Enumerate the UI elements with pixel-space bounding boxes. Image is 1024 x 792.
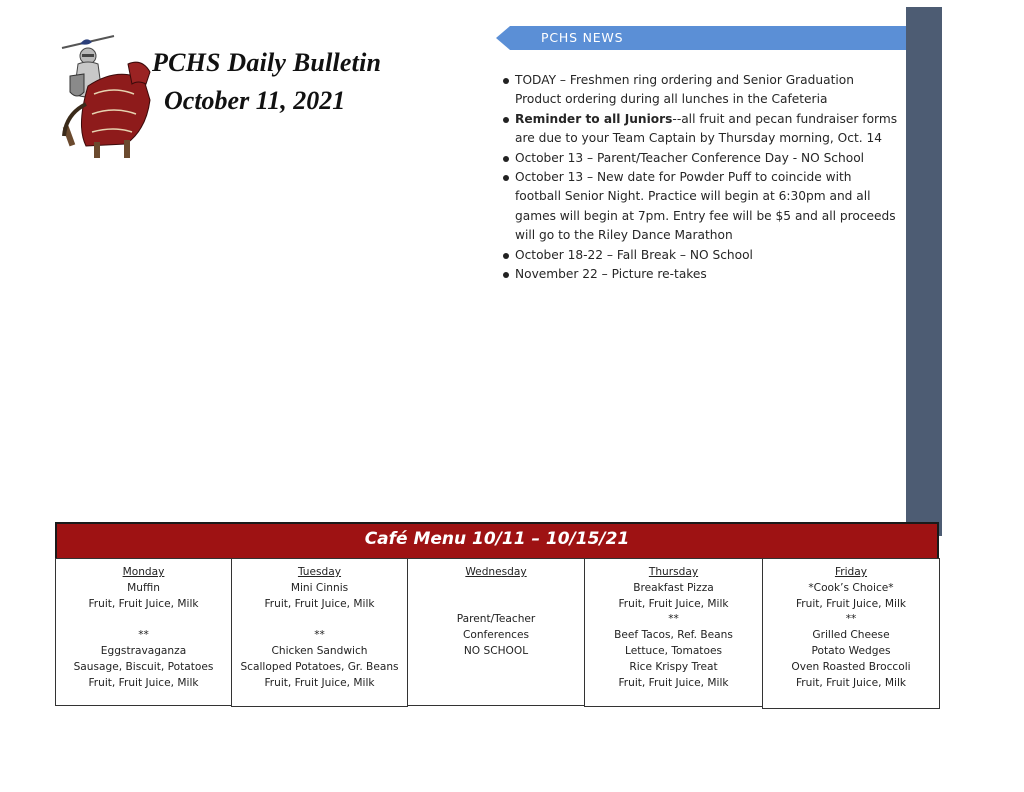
menu-line: [56, 612, 231, 628]
menu-line: Fruit, Fruit Juice, Milk: [795, 676, 907, 689]
menu-line: Fruit, Fruit Juice, Milk: [264, 676, 375, 689]
bulletin-title: PCHS Daily Bulletin: [152, 48, 382, 77]
menu-line: Grilled Cheese: [812, 629, 890, 642]
day-name: Thursday: [648, 566, 699, 578]
menu-line: Eggstravaganza: [100, 644, 187, 657]
menu-line: Beef Tacos, Ref. Beans: [614, 629, 733, 642]
menu-line: [408, 597, 584, 613]
day-name: Monday: [122, 566, 165, 578]
day-name: Tuesday: [297, 566, 342, 578]
menu-line: Potato Wedges: [811, 644, 891, 657]
menu-day-monday: [55, 558, 232, 706]
news-item: [501, 246, 901, 265]
bullet-icon: [503, 175, 509, 181]
menu-line: Oven Roasted Broccoli: [791, 660, 911, 673]
menu-line: Fruit, Fruit Juice, Milk: [88, 597, 199, 610]
menu-day-friday: [762, 558, 940, 709]
news-item: [501, 110, 901, 149]
news-list: [501, 71, 901, 284]
menu-line: Fruit, Fruit Juice, Milk: [264, 597, 375, 610]
menu-line: **: [138, 629, 149, 642]
news-heading: PCHS NEWS: [541, 30, 624, 45]
news-item-text: November 22 – Picture re-takes: [515, 267, 707, 282]
bullet-icon: [503, 272, 509, 278]
bullet-icon: [503, 156, 509, 162]
bullet-icon: [503, 78, 509, 84]
news-item-text: October 13 – New date for Powder Puff to coincide with football Senior Night. Practice will begin at 6:30pm and all games will begin at 7pm. Entry fee will be $5 and all proceeds will go to the Riley Dance Marathon: [515, 170, 896, 243]
cafe-menu-header: [55, 522, 939, 560]
cafe-menu-title: Café Menu 10/11 – 10/15/21: [364, 529, 630, 549]
menu-line: Scalloped Potatoes, Gr. Beans: [240, 660, 399, 673]
menu-line: *Cook’s Choice*: [808, 581, 894, 594]
menu-line: Fruit, Fruit Juice, Milk: [88, 676, 199, 689]
news-item-text: TODAY – Freshmen ring ordering and Senior Graduation Product ordering during all lunches in the Cafeteria: [515, 73, 854, 107]
day-name: Wednesday: [465, 566, 527, 578]
menu-line: Fruit, Fruit Juice, Milk: [618, 597, 729, 610]
menu-line: **: [845, 613, 857, 626]
side-bar: [906, 7, 942, 536]
menu-line: Conferences: [462, 629, 530, 642]
news-item-text: October 13 – Parent/Teacher Conference Day - NO School: [515, 150, 865, 165]
day-name: Friday: [834, 566, 868, 578]
menu-line: Chicken Sandwich: [271, 644, 368, 657]
menu-line: Fruit, Fruit Juice, Milk: [618, 676, 729, 689]
news-item: [501, 265, 901, 284]
news-item-text: --all fruit and pecan fundraiser forms are due to your Team Captain by Thursday morning, Oct. 14: [515, 111, 898, 146]
menu-line: Lettuce, Tomatoes: [625, 644, 722, 657]
news-banner: [496, 26, 942, 50]
menu-line: Muffin: [127, 581, 160, 594]
news-item-bold: Reminder to all Juniors: [515, 111, 673, 126]
bullet-icon: [503, 117, 509, 123]
bullet-icon: [503, 253, 509, 259]
menu-day-thursday: [584, 558, 763, 707]
menu-line: Mini Cinnis: [290, 581, 349, 594]
menu-line: Parent/Teacher: [456, 613, 536, 626]
menu-line: Breakfast Pizza: [633, 581, 714, 594]
news-item: [501, 168, 901, 246]
menu-line: **: [314, 629, 325, 642]
menu-day-wednesday: [407, 558, 585, 706]
menu-day-tuesday: [231, 558, 408, 707]
menu-line: [232, 612, 407, 628]
bulletin-date: October 11, 2021: [164, 86, 346, 115]
news-item: [501, 71, 901, 110]
menu-line: Rice Krispy Treat: [629, 660, 718, 673]
news-item: [501, 149, 901, 168]
menu-line: NO SCHOOL: [463, 644, 529, 657]
menu-line: **: [668, 613, 679, 626]
knight-on-horse-icon: [58, 34, 154, 162]
menu-line: [408, 581, 584, 597]
menu-line: Fruit, Fruit Juice, Milk: [795, 597, 907, 610]
menu-line: Sausage, Biscuit, Potatoes: [73, 660, 214, 673]
news-item-text: October 18-22 – Fall Break – NO School: [515, 247, 753, 262]
